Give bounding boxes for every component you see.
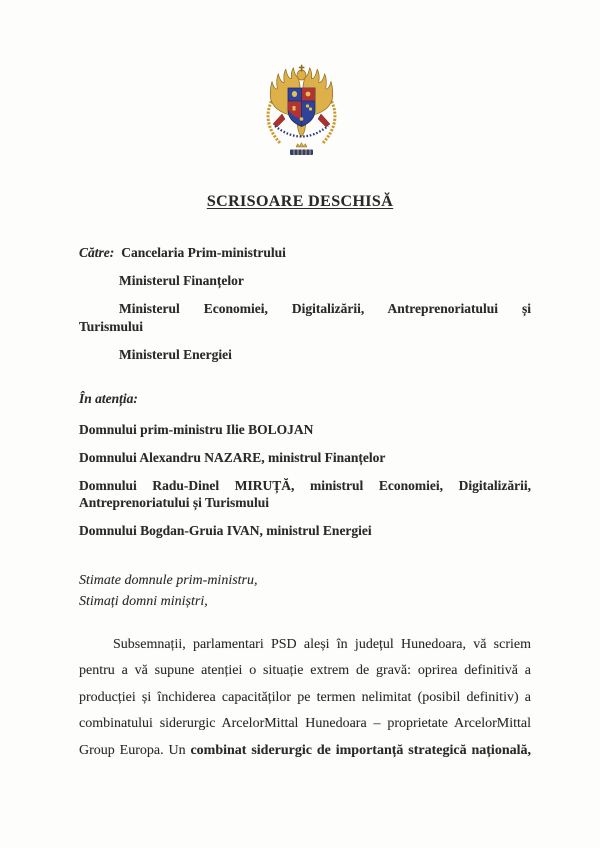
recipients-block [79, 244, 531, 374]
recipient-economy-line1: Ministerul Economiei, Digitalizării, Antreprenoriatului și [119, 301, 531, 316]
recipient-finance: Ministerul Finanțelor [119, 273, 244, 288]
recipient-line-finance [79, 272, 531, 290]
salutation-line-pm: Stimate domnule prim-ministru, [79, 573, 258, 588]
attention-line-ivan [79, 522, 531, 540]
recipient-chancellery: Cancelaria Prim-ministrului [121, 245, 286, 260]
attention-miruta-line2: Antreprenoriatului și Turismului [79, 495, 270, 510]
body-line-2: pentru a vă supune atenției o situație extrem de gravă: oprirea definitivă a [79, 663, 531, 679]
attention-miruta-line1: Domnului Radu-Dinel MIRUȚĂ, ministrul Economiei, Digitalizării, [79, 477, 531, 493]
attention-block [79, 390, 531, 550]
recipient-economy-line2: Turismului [79, 318, 144, 334]
recipients-label: Către: [79, 245, 115, 260]
attention-line-nazare [79, 449, 531, 467]
title-text: SCRISOARE DESCHISĂ [206, 193, 394, 210]
body-line-4: combinatului siderurgic ArcelorMittal Hunedoara – proprietate ArcelorMittal [79, 716, 531, 732]
attention-line-miruta [79, 477, 531, 512]
body-line-5 [79, 738, 531, 764]
recipient-energy: Ministerul Energiei [119, 346, 232, 362]
body-line-3: producției și închiderea capacităților pe termen nelimitat (posibil definitiv) a [79, 689, 531, 705]
attention-pm: Domnului prim-ministru Ilie BOLOJAN [79, 421, 314, 437]
page-title [0, 193, 600, 211]
attention-line-pm [79, 421, 531, 439]
body-line-5-bold: combinat siderurgic de importanță strategică națională, [190, 742, 531, 758]
salutation-block [79, 571, 531, 612]
attention-label-line [79, 390, 531, 408]
attention-ivan: Domnului Bogdan-Gruia IVAN, ministrul Energiei [79, 523, 372, 538]
ribbon-left [273, 114, 285, 127]
romania-coat-of-arms-icon [259, 64, 344, 159]
body-line-5-regular: Group Europa. Un [79, 742, 191, 758]
attention-label: În atenția: [79, 391, 138, 406]
body-paragraph [79, 632, 531, 764]
crown-icon [296, 143, 307, 147]
quartered-shield [288, 88, 315, 127]
attention-nazare: Domnului Alexandru NAZARE, ministrul Finanțelor [79, 449, 386, 465]
body-line-1: Subsemnații, parlamentari PSD aleși în județul Hunedoara, vă scriem [113, 637, 531, 652]
salutation-line-ministers: Stimați domni miniștri, [79, 593, 208, 609]
recipient-line-economy [79, 300, 531, 335]
recipient-line-chancellery [79, 244, 531, 262]
recipient-line-energy [79, 346, 531, 364]
ribbon-right [318, 114, 330, 127]
